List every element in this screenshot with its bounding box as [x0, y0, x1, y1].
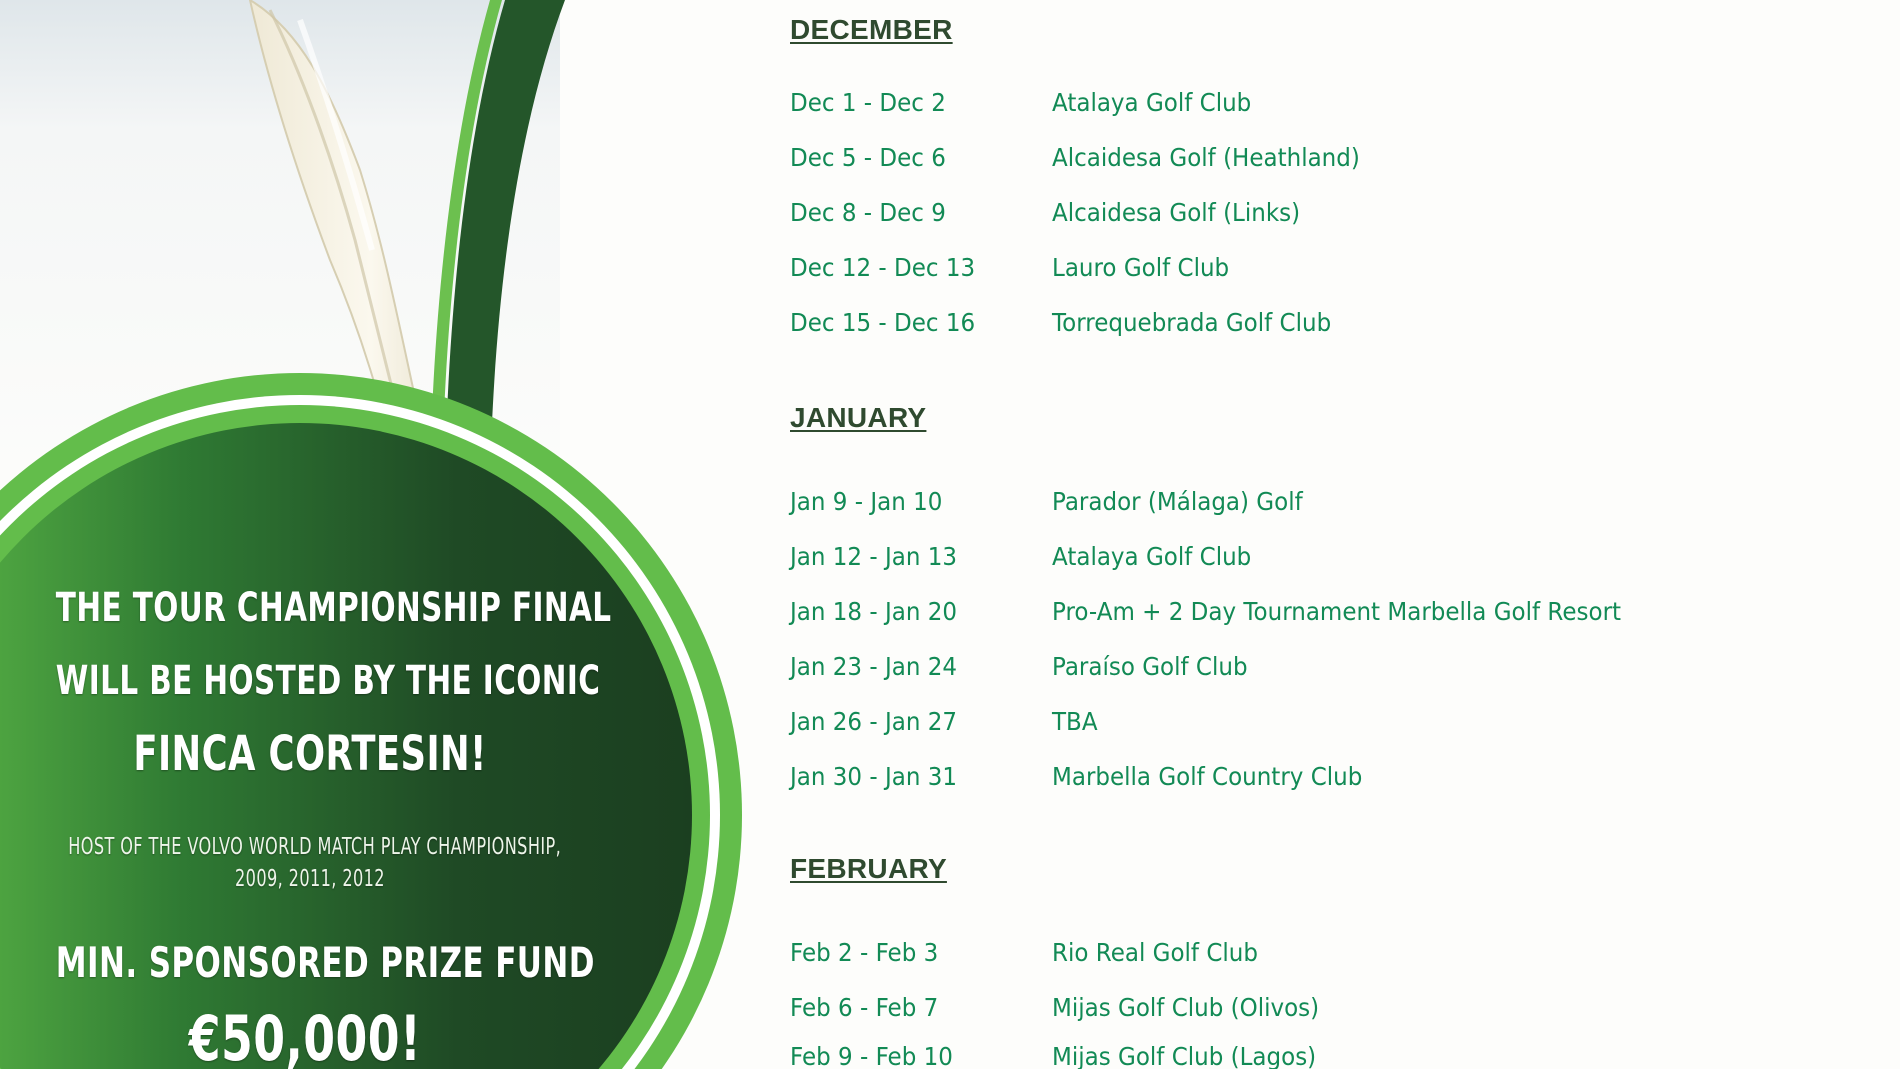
month-heading-january: JANUARY — [790, 402, 927, 433]
event-dates: Jan 12 - Jan 13 — [790, 542, 957, 571]
headline-line-2: WILL BE HOSTED BY THE ICONIC — [55, 658, 601, 704]
event-dates: Jan 9 - Jan 10 — [790, 487, 943, 516]
event-dates: Jan 23 - Jan 24 — [790, 652, 957, 681]
event-venue: Atalaya Golf Club — [1052, 542, 1252, 571]
event-venue: Mijas Golf Club (Lagos) — [1052, 1042, 1317, 1069]
month-heading-december: DECEMBER — [790, 14, 953, 45]
event-row — [790, 542, 1790, 582]
prize-fund-amount: €50,000! — [188, 1002, 422, 1069]
prize-fund-label: MIN. SPONSORED PRIZE FUND — [55, 938, 595, 987]
event-row — [790, 938, 1790, 978]
headline-line-1: THE TOUR CHAMPIONSHIP FINAL — [55, 585, 612, 631]
headline-venue: FINCA CORTESIN! — [133, 726, 487, 782]
event-dates: Jan 30 - Jan 31 — [790, 762, 957, 791]
month-heading-february: FEBRUARY — [790, 853, 947, 884]
event-row — [790, 597, 1790, 637]
host-history-line-1: HOST OF THE VOLVO WORLD MATCH PLAY CHAMPIONSHIP, — [68, 834, 562, 860]
event-row — [790, 308, 1790, 348]
promo-artwork — [0, 0, 760, 1069]
event-venue: Torrequebrada Golf Club — [1052, 308, 1332, 337]
event-dates: Feb 9 - Feb 10 — [790, 1042, 953, 1069]
event-venue: Alcaidesa Golf (Links) — [1052, 198, 1301, 227]
event-venue: Parador (Málaga) Golf — [1052, 487, 1303, 516]
tour-schedule — [790, 0, 1870, 1069]
event-dates: Dec 1 - Dec 2 — [790, 88, 946, 117]
event-row — [790, 88, 1790, 128]
event-venue: Pro-Am + 2 Day Tournament Marbella Golf Resort — [1052, 597, 1622, 626]
event-venue: Atalaya Golf Club — [1052, 88, 1252, 117]
event-dates: Dec 12 - Dec 13 — [790, 253, 976, 282]
event-dates: Jan 26 - Jan 27 — [790, 707, 957, 736]
event-venue: TBA — [1052, 707, 1098, 736]
event-row — [790, 143, 1790, 183]
event-venue: Paraíso Golf Club — [1052, 652, 1248, 681]
event-row — [790, 1042, 1790, 1069]
event-row — [790, 198, 1790, 238]
event-dates: Feb 6 - Feb 7 — [790, 993, 939, 1022]
event-venue: Rio Real Golf Club — [1052, 938, 1258, 967]
event-dates: Dec 8 - Dec 9 — [790, 198, 946, 227]
event-row — [790, 993, 1790, 1033]
event-row — [790, 487, 1790, 527]
host-history-line-2: 2009, 2011, 2012 — [235, 866, 385, 892]
event-venue: Mijas Golf Club (Olivos) — [1052, 993, 1320, 1022]
event-venue: Lauro Golf Club — [1052, 253, 1230, 282]
event-row — [790, 652, 1790, 692]
event-row — [790, 253, 1790, 293]
event-row — [790, 707, 1790, 747]
event-dates: Dec 5 - Dec 6 — [790, 143, 946, 172]
event-venue: Marbella Golf Country Club — [1052, 762, 1363, 791]
event-dates: Feb 2 - Feb 3 — [790, 938, 939, 967]
event-row — [790, 762, 1790, 802]
event-dates: Jan 18 - Jan 20 — [790, 597, 957, 626]
event-venue: Alcaidesa Golf (Heathland) — [1052, 143, 1360, 172]
event-dates: Dec 15 - Dec 16 — [790, 308, 976, 337]
